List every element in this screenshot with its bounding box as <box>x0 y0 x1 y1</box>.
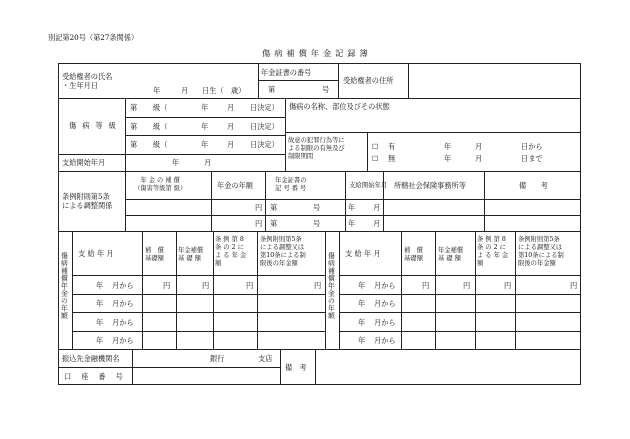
pension-side-label-right: 傷病補償年金の年額 <box>327 252 336 320</box>
pension-right-row-1-year: 年 <box>358 281 366 290</box>
account-number-label: 口座番号 <box>64 372 133 381</box>
col-line <box>484 171 485 231</box>
pension-left-row-3-month: 月から <box>112 318 134 327</box>
bank-name-field[interactable] <box>134 350 206 366</box>
row-line <box>125 215 581 216</box>
pension-left-row-2-month: 月から <box>112 299 134 308</box>
grade-row-3-decided: 日決定） <box>250 140 279 149</box>
intent-restriction-label: 故意の犯罪行為等に よる制限の有無及び 制限期間 <box>288 137 345 161</box>
grade-row-1-decided: 日決定） <box>250 103 279 112</box>
form-reference: 別記第20号（第27条関係） <box>48 33 139 42</box>
injury-label: 傷病の名称、部位及びその状態 <box>289 102 390 111</box>
adjust-row-2-go: 号 <box>313 219 321 228</box>
pension-left-row-1-pension: 円 <box>202 281 210 290</box>
start-year: 年 <box>172 158 180 167</box>
pension-header-pension: 年金補償 基 礎 額 <box>178 247 204 263</box>
pension-header-art5-right: 条例附則第5条 による調整又は 第10条による制 限後の年金額 <box>518 236 564 268</box>
adjust-row-2-year: 年 <box>348 219 356 228</box>
adjust-row-2-dai: 第 <box>270 219 278 228</box>
adjust-col-cert: 年金証書の 記 号 番 号 <box>275 177 307 193</box>
age-label: 歳） <box>231 86 246 95</box>
pension-right-row-1-base: 円 <box>422 281 430 290</box>
restriction-none-checkbox[interactable]: ☐ <box>372 154 379 163</box>
grade-row-2-year: 年 <box>201 122 209 131</box>
restriction-to-day: 日まで <box>521 154 543 163</box>
adjust-col-start: 支給開始年月 <box>349 181 388 189</box>
address-field[interactable] <box>410 64 580 97</box>
row-line <box>125 199 581 200</box>
pension-right-row-4-month: 月から <box>374 336 396 345</box>
row-line <box>58 171 581 172</box>
cert-number-field[interactable] <box>276 82 320 97</box>
adjust-row-1-year: 年 <box>348 203 356 212</box>
row-line <box>58 98 581 99</box>
adjust-col-remarks: 備 考 <box>519 181 548 190</box>
row-line <box>125 117 285 118</box>
row-line <box>339 294 581 295</box>
pension-right-row-1-art5: 円 <box>570 281 578 290</box>
grade-row-3-month: 月 <box>227 140 235 149</box>
recipient-name-label: 受給権者の氏名 ・生年月日 <box>62 72 113 91</box>
pension-left-row-1-art8: 円 <box>246 281 254 290</box>
grade-row-1-kyu: 級（ <box>153 103 168 112</box>
col-line <box>285 98 286 171</box>
adjust-col-amount: 年金の年額 <box>217 181 253 190</box>
col-line <box>383 171 384 231</box>
adjust-row-1-month: 月 <box>373 203 381 212</box>
pension-header-art5: 条例附則第5条 による調整又は 第10条による制 限後の年金額 <box>260 236 306 268</box>
account-number-field[interactable] <box>134 368 279 384</box>
col-line <box>408 63 409 98</box>
grade-row-1-dai: 第 <box>130 103 138 112</box>
restriction-from-day: 日から <box>521 142 543 151</box>
pension-left-row-1-year: 年 <box>96 281 104 290</box>
pension-side-label-left: 傷病補償年金の年額 <box>60 252 69 320</box>
bank-remarks-label: 備 考 <box>285 363 307 372</box>
row-line <box>72 294 325 295</box>
col-line <box>125 98 126 154</box>
grade-row-1-month: 月 <box>227 103 235 112</box>
pension-left-row-1-art5: 円 <box>314 281 322 290</box>
pension-right-row-2-year: 年 <box>358 299 366 308</box>
col-line <box>315 349 316 385</box>
restriction-has-label: 有 <box>388 142 396 151</box>
col-line <box>325 231 326 349</box>
grade-row-3-dai: 第 <box>130 140 138 149</box>
restriction-none-label: 無 <box>388 154 396 163</box>
row-line <box>339 275 581 276</box>
row-line <box>58 231 581 232</box>
row-line <box>72 331 325 332</box>
pension-header-period-right: 支 給 年 月 <box>345 249 381 258</box>
grade-row-3-year: 年 <box>201 140 209 149</box>
col-line <box>338 63 339 98</box>
cert-number-label: 年金証書の番号 <box>261 68 312 77</box>
restriction-to-month: 月 <box>475 154 483 163</box>
adjust-row-1-dai: 第 <box>270 203 278 212</box>
remarks-field[interactable] <box>317 350 580 384</box>
row-line <box>339 312 581 313</box>
grade-row-2-decided: 日決定） <box>250 122 279 131</box>
start-month: 月 <box>204 158 212 167</box>
row-line <box>125 135 285 136</box>
pension-right-row-1-month: 月から <box>374 281 396 290</box>
start-month-label: 支給開始年月 <box>62 158 106 167</box>
pension-header-period: 支 給 年 月 <box>78 249 114 258</box>
adjust-row-1-yen: 円 <box>255 203 263 212</box>
pension-left-row-4-year: 年 <box>96 336 104 345</box>
adjust-col-office: 所轄社会保険事務所等 <box>394 181 466 190</box>
row-line <box>285 132 581 133</box>
pension-right-row-2-month: 月から <box>374 299 396 308</box>
bank-suffix-label: 銀行 <box>210 354 225 363</box>
grade-row-2-dai: 第 <box>130 122 138 131</box>
adjust-col-grade: 年 金 の 補 償 （傷害等級第 級） <box>134 177 187 193</box>
pension-right-row-3-year: 年 <box>358 318 366 327</box>
pension-left-row-2-year: 年 <box>96 299 104 308</box>
restriction-has-checkbox[interactable]: ☐ <box>372 142 379 151</box>
injury-description-field[interactable] <box>287 112 579 131</box>
row-line <box>72 275 325 276</box>
row-line <box>58 154 285 155</box>
grade-row-1-year: 年 <box>201 103 209 112</box>
col-line <box>211 171 212 231</box>
pension-header-base-right: 補 償 基礎額 <box>404 247 423 263</box>
pension-left-row-4-month: 月から <box>112 336 134 345</box>
cert-dai-label: 第 <box>268 85 276 94</box>
pension-header-art8-right: 条 例 第 8 条 の 2 に よ る 年 金 額 <box>477 236 509 268</box>
grade-row-2-kyu: 級（ <box>153 122 168 131</box>
restriction-to-year: 年 <box>444 154 452 163</box>
pension-header-base: 補 償 基礎額 <box>145 247 164 263</box>
grade-label: 傷病等級 <box>69 121 122 130</box>
adjust-row-2-month: 月 <box>373 219 381 228</box>
col-line <box>280 349 281 385</box>
pension-header-pension-right: 年金補償 基 礎 額 <box>438 247 464 263</box>
birth-day-label: 日生（ <box>202 86 224 95</box>
adjust-row-2-yen: 円 <box>255 219 263 228</box>
pension-right-row-1-art8: 円 <box>504 281 512 290</box>
row-line <box>72 312 325 313</box>
col-line <box>125 154 126 171</box>
pension-left-row-1-month: 月から <box>112 281 134 290</box>
restriction-from-month: 月 <box>475 142 483 151</box>
row-line <box>258 80 338 81</box>
pension-left-row-3-year: 年 <box>96 318 104 327</box>
adjustment-label: 条例附則第5条 による調整関係 <box>62 192 113 211</box>
cert-go-label: 号 <box>322 85 330 94</box>
branch-suffix-label: 支店 <box>258 354 273 363</box>
col-line <box>345 171 346 231</box>
col-line <box>367 132 368 171</box>
adjust-row-1-go: 号 <box>313 203 321 212</box>
birth-year-label: 年 <box>153 86 161 95</box>
pension-right-row-3-month: 月から <box>374 318 396 327</box>
birth-month-label: 月 <box>181 86 189 95</box>
col-line <box>125 171 126 231</box>
bank-name-label: 振込先金融機関名 <box>62 354 120 363</box>
pension-left-row-1-base: 円 <box>163 281 171 290</box>
pension-right-row-4-year: 年 <box>358 336 366 345</box>
pension-right-row-1-pension: 円 <box>463 281 471 290</box>
row-line <box>339 331 581 332</box>
grade-row-2-month: 月 <box>227 122 235 131</box>
page-title: 傷病補償年金記録簿 <box>262 48 372 58</box>
pension-header-art8: 条 例 第 8 条 の 2 に よ る 年 金 額 <box>215 236 247 268</box>
recipient-name-field[interactable] <box>126 64 257 84</box>
grade-row-3-kyu: 級（ <box>153 140 168 149</box>
address-label: 受給権者の住所 <box>343 76 394 85</box>
col-line <box>265 171 266 231</box>
restriction-from-year: 年 <box>444 142 452 151</box>
